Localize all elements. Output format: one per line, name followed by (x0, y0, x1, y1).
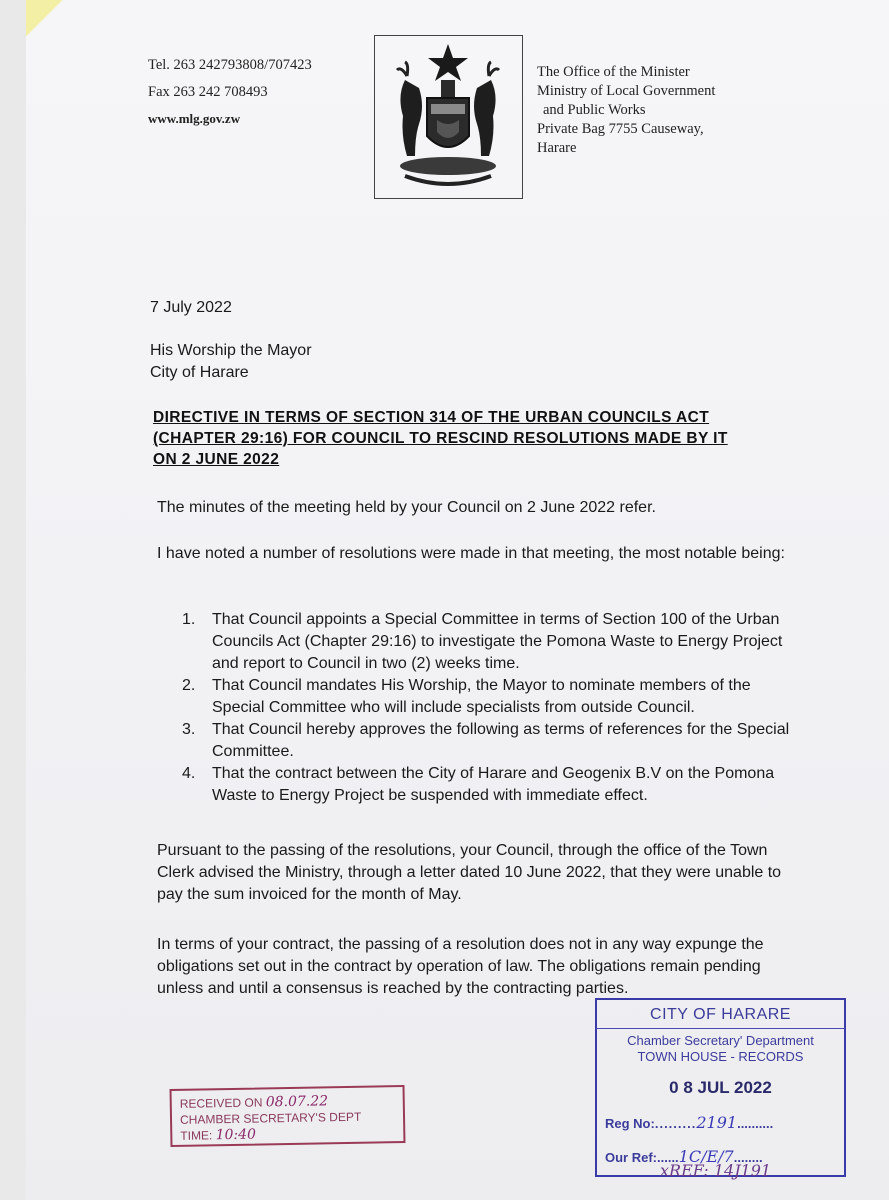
reg-no-handwritten: 2191 (696, 1113, 738, 1132)
office-line: and Public Works (543, 102, 646, 118)
paragraph-pursuant: Pursuant to the passing of the resolutions, your Council, through the office of the Town Clerk advised the Ministry, through a letter dated 10 June 2022, that they were unable to pay the sum invoiced for the month of May. (157, 842, 782, 903)
addressee (150, 340, 312, 384)
office-line: The Office of the Minister (537, 64, 690, 80)
zimbabwe-coat-of-arms-icon (375, 36, 522, 198)
office-line: Private Bag 7755 Causeway, (537, 121, 704, 137)
addressee-line: City of Harare (150, 364, 249, 381)
subject-line: ON 2 JUNE 2022 (153, 451, 280, 468)
paragraph-resolutions-intro: I have noted a number of resolutions were made in that meeting, the most notable being: (157, 545, 785, 562)
received-date-handwritten: 08.07.22 (265, 1093, 329, 1111)
addressee-line: His Worship the Mayor (150, 342, 312, 359)
stamp-title: CITY OF HARARE (596, 1006, 845, 1029)
office-line: Harare (537, 140, 577, 156)
folded-corner (26, 0, 66, 40)
paragraph-minutes: The minutes of the meeting held by your Council on 2 June 2022 refer. (157, 499, 656, 516)
list-item: 1. That Council appoints a Special Committee in terms of Section 100 of the Urban Councils Act (Chapter 29:16) to investigate the Pomona Waste to Energy Project and report to Council in two (2) weeks time. (182, 611, 783, 672)
our-ref-line: Our Ref:......1C/E/7........ (605, 1147, 763, 1166)
office-address (537, 63, 715, 158)
fax-line: Fax 263 242 708493 (148, 84, 268, 100)
reg-no-line: Reg No:.........2191.......... (605, 1113, 774, 1132)
time-line: TIME: 10:40 (180, 1126, 257, 1144)
subject-heading (153, 407, 798, 470)
subject-line: (CHAPTER 29:16) FOR COUNCIL TO RESCIND RESOLUTIONS MADE BY IT (153, 430, 728, 447)
received-time-handwritten: 10:40 (215, 1126, 257, 1144)
contact-block (148, 57, 312, 138)
handwritten-xref: xREF: 14J191 (660, 1161, 772, 1180)
city-records-stamp (595, 998, 846, 1177)
resolutions-list (182, 609, 802, 807)
stamp-records: TOWN HOUSE - RECORDS (637, 1049, 804, 1064)
emblem-frame (374, 35, 523, 199)
list-item: 2. That Council mandates His Worship, the Mayor to nominate members of the Special Committee who will include specialists from outside Council. (182, 677, 751, 716)
subject-line: DIRECTIVE IN TERMS OF SECTION 314 OF THE URBAN COUNCILS ACT (153, 409, 710, 426)
list-item: 4. That the contract between the City of Harare and Geogenix B.V on the Pomona Waste to Energy Project be suspended with immediate effect. (182, 765, 775, 804)
paragraph-contract-terms: In terms of your contract, the passing of a resolution does not in any way expunge the obligations set out in the contract by operation of law. The obligations remain pending unless and until a consensus is reached by the contracting parties. (157, 936, 764, 997)
stamp-department: Chamber Secretary' Department (627, 1033, 814, 1048)
received-line: RECEIVED ON 08.07.22 (179, 1093, 329, 1111)
received-stamp (170, 1085, 406, 1147)
stamp-date: 0 8 JUL 2022 (669, 1078, 772, 1097)
tel-line: Tel. 263 242793808/707423 (148, 57, 312, 73)
chamber-line: CHAMBER SECRETARY'S DEPT (179, 1109, 362, 1127)
letter-date: 7 July 2022 (150, 299, 232, 316)
office-line: Ministry of Local Government (537, 83, 716, 99)
list-item: 3. That Council hereby approves the following as terms of references for the Special Committee. (182, 721, 790, 760)
our-ref-handwritten: 1C/E/7 (678, 1147, 734, 1166)
website-line: www.mlg.gov.zw (148, 111, 241, 126)
